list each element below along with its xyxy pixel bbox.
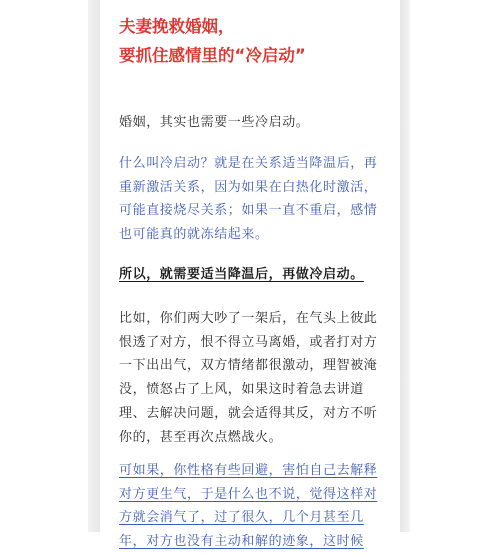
definition-line-4: 也可能真的就冻结起来。 [119,227,269,243]
continuation-line-4: 年，对方也没有主动和解的迹象，这时候 [119,534,364,550]
example-paragraph [119,307,381,449]
definition-line-3: 可能直接烧尽关系；如果一直不重启，感情 [119,203,378,219]
intro-paragraph [119,111,381,135]
right-page-shadow [400,0,410,532]
emphasis-line: 所以，就需要适当降温后，再做冷启动。 [119,267,364,282]
example-line-6: 你的，甚至再次点燃战火。 [119,429,283,445]
left-page-shadow [88,0,100,532]
intro-line: 婚姻，其实也需要一些冷启动。 [119,115,310,130]
definition-line-1: 什么叫冷启动？就是在关系适当降温后，再 [119,156,378,171]
continuation-line-2: 对方更生气，于是什么也不说，觉得这样对 [119,486,378,502]
definition-paragraph [119,152,381,247]
continuation-line-1: 可如果，你性格有些回避，害怕自己去解释 [119,463,378,478]
example-line-5: 理、去解决问题，就会适得其反，对方不听 [119,405,378,421]
example-line-3: 一下出出气，双方情绪都很激动，理智被淹 [119,358,378,374]
example-line-4: 没，愤怒占了上风，如果这时着急去讲道 [119,382,364,398]
article-title-line-2: 要抓住感情里的“冷启动” [119,46,306,65]
example-line-1: 比如，你们两大吵了一架后，在气头上彼此 [119,311,378,326]
article-title-line-1: 夫妻挽救婚姻， [119,17,235,36]
emphasis-paragraph [119,263,381,287]
article-title [119,12,389,70]
article-page [100,0,400,550]
continuation-paragraph [119,459,381,554]
continuation-line-3: 方就会消气了，过了很久，几个月甚至几 [119,510,364,526]
definition-line-2: 重新激活关系，因为如果在白热化时激活， [119,179,378,195]
example-line-2: 恨透了对方，恨不得立马离婚，或者打对方 [119,334,378,350]
